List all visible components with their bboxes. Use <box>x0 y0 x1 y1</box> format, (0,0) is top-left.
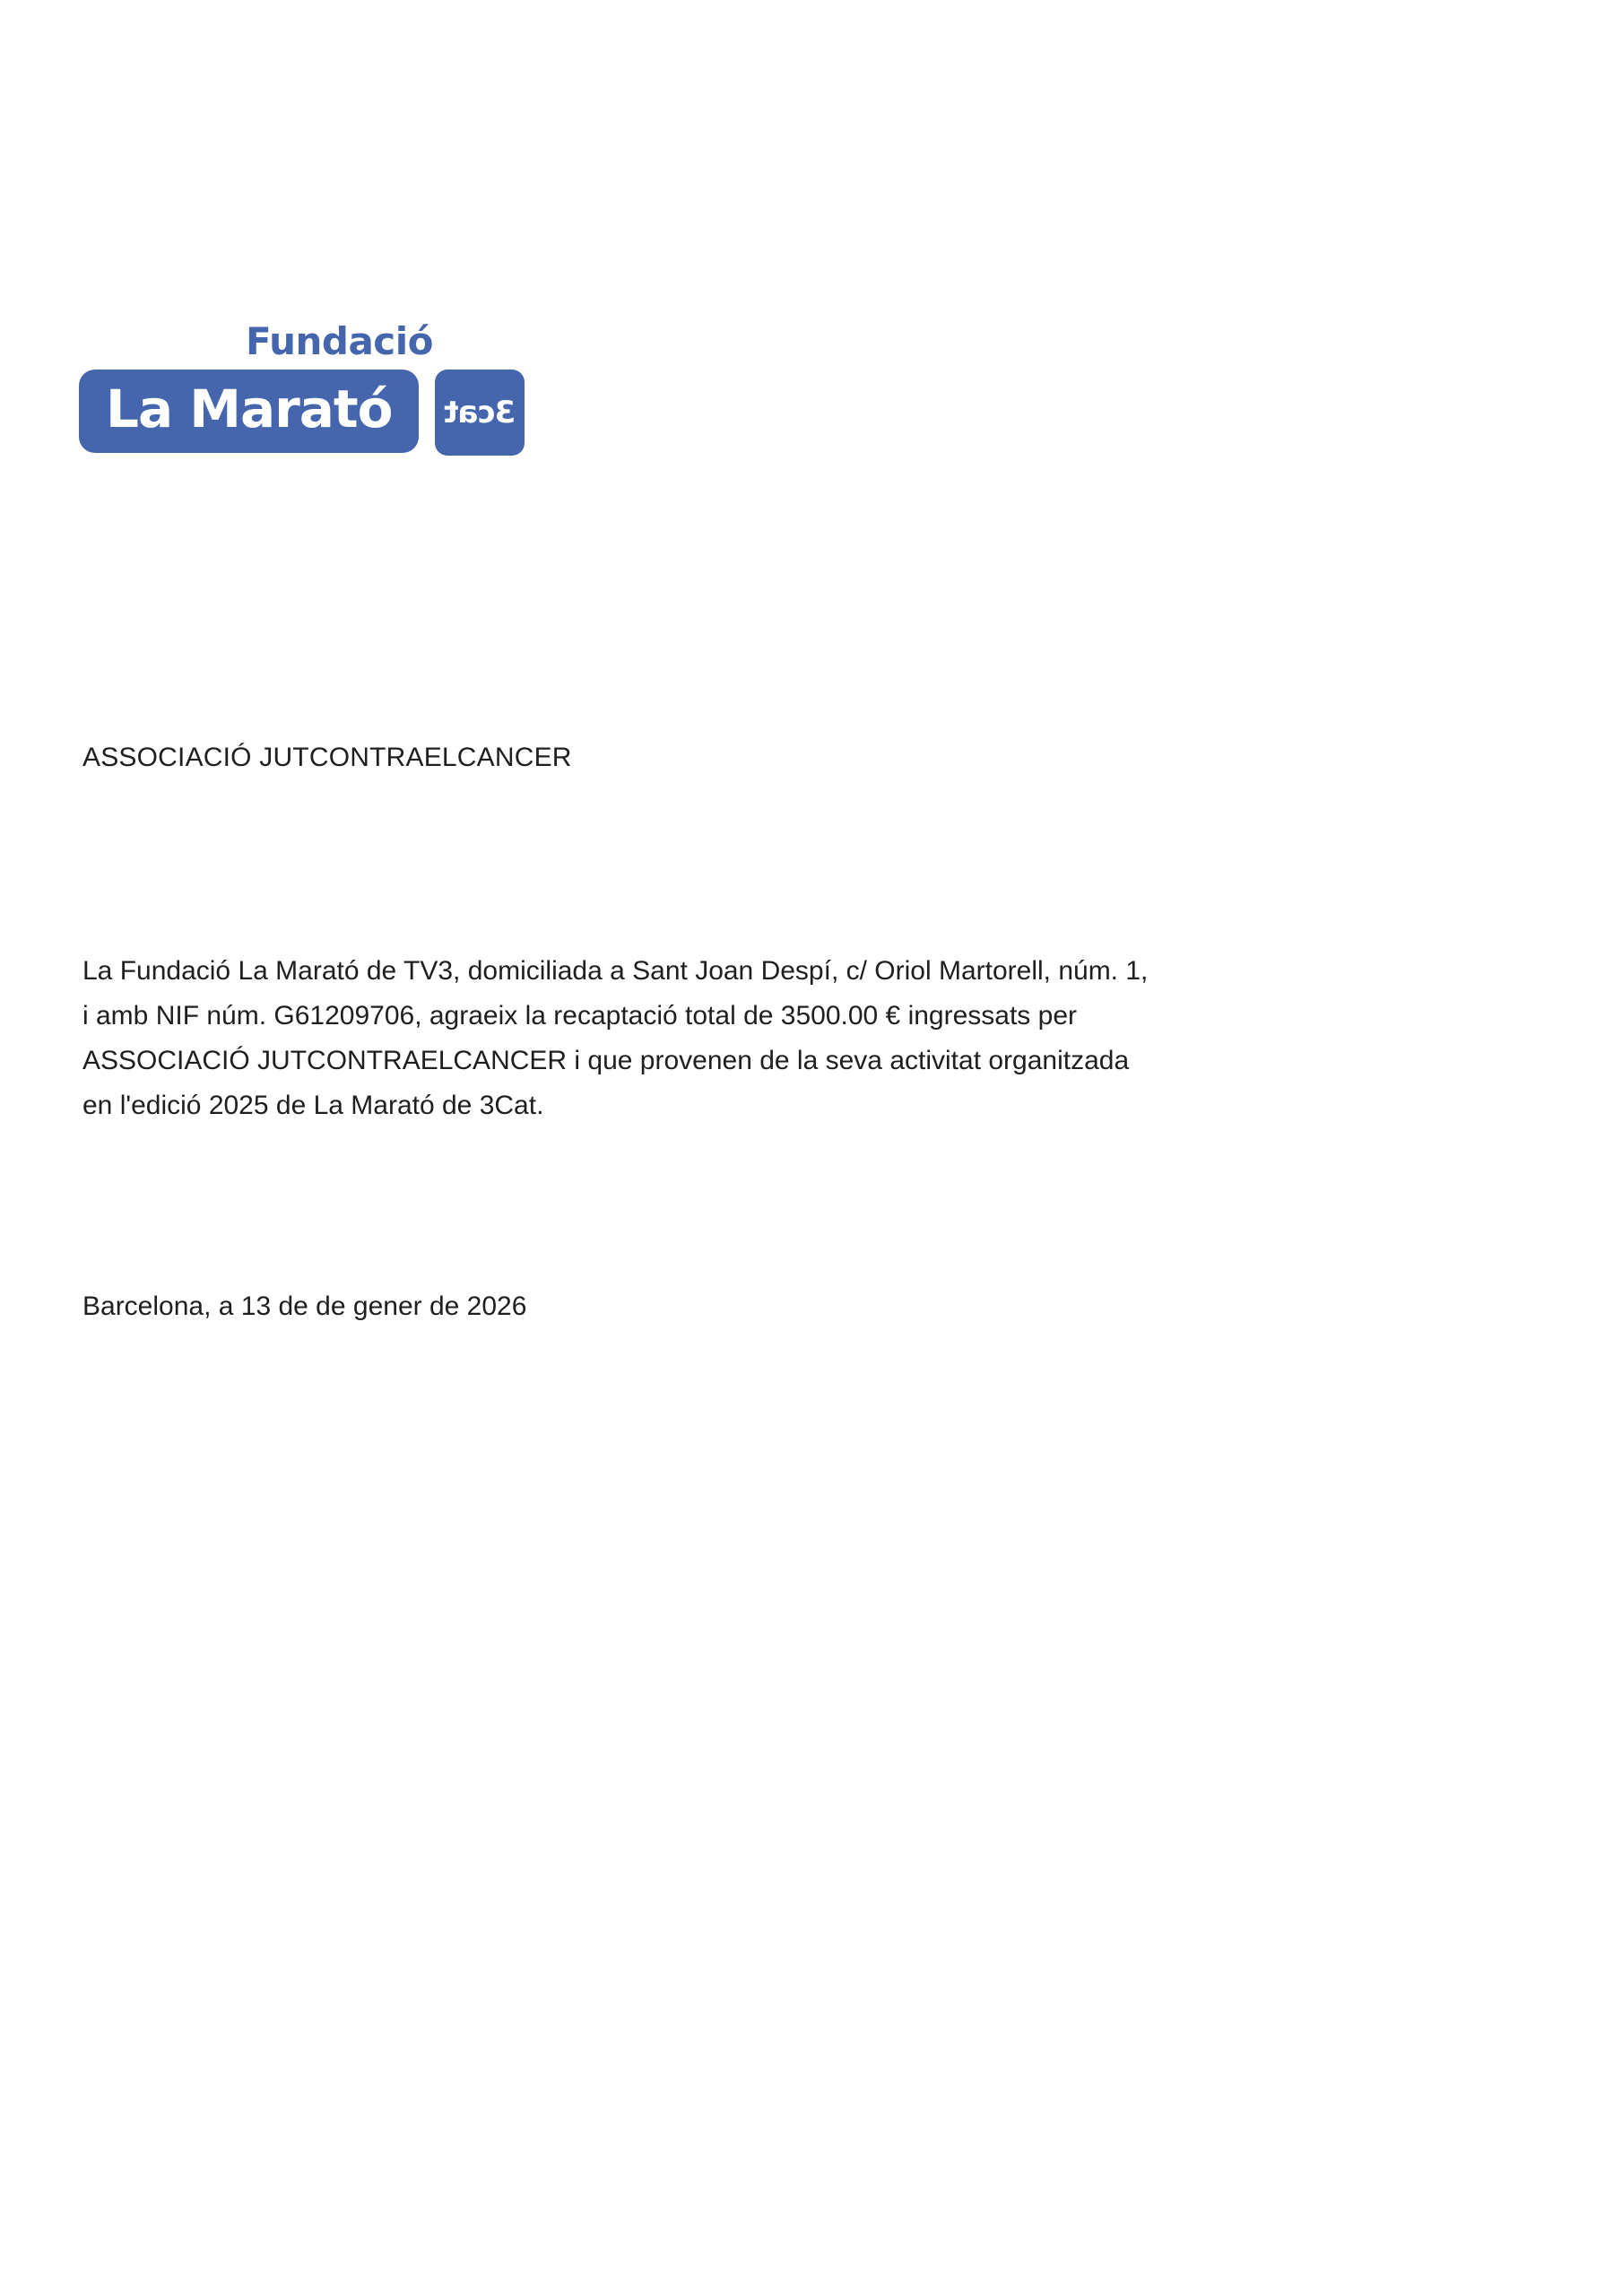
logo-row <box>79 370 581 456</box>
place-and-date: Barcelona, a 13 de de gener de 2026 <box>82 1292 527 1321</box>
paragraph-line-3: ASSOCIACIÓ JUTCONTRAELCANCER i que provenen de la seva activitat organitzada <box>82 1046 1130 1075</box>
paragraph-line-1: La Fundació La Marató de TV3, domiciliada a Sant Joan Despí, c/ Oriol Martorell, núm. 1, <box>82 956 1149 986</box>
logo-3cat-badge <box>435 370 525 456</box>
paragraph-line-2: i amb NIF núm. G61209706, agraeix la recaptació total de 3500.00 € ingressats per <box>82 1001 1077 1031</box>
logo-fundacio-word: Fundació <box>246 319 433 363</box>
logo-fundacio-la-marato <box>79 319 581 456</box>
recipient-name: ASSOCIACIÓ JUTCONTRAELCANCER <box>82 743 572 772</box>
paragraph-line-4: en l'edició 2025 de La Marató de 3Cat. <box>82 1091 544 1120</box>
body-paragraph <box>82 949 1401 1128</box>
logo-marato-word: La Marató <box>106 378 393 439</box>
logo-marato-badge <box>79 370 419 453</box>
logo-3cat-word: 3cat <box>444 395 516 430</box>
